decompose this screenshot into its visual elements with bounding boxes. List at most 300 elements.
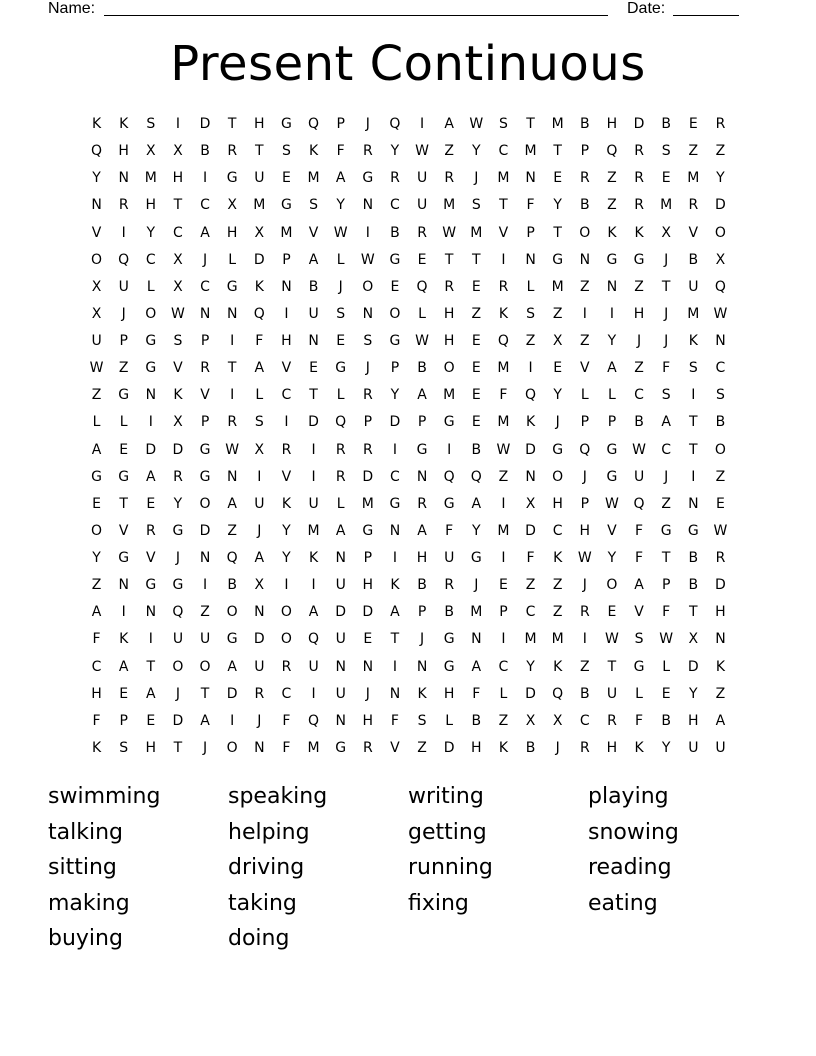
grid-letter[interactable]: R <box>417 224 427 241</box>
grid-letter[interactable]: C <box>552 522 563 539</box>
grid-letter[interactable]: H <box>362 712 374 729</box>
grid-letter[interactable]: J <box>474 170 479 187</box>
grid-letter[interactable]: O <box>579 224 591 241</box>
grid-letter[interactable]: G <box>606 468 618 485</box>
name-line[interactable] <box>104 15 608 16</box>
grid-letter[interactable]: C <box>498 658 509 675</box>
grid-letter[interactable]: I <box>202 170 208 187</box>
grid-letter[interactable]: D <box>226 685 238 702</box>
grid-letter[interactable]: E <box>119 441 129 458</box>
grid-letter[interactable]: U <box>308 495 319 512</box>
grid-letter[interactable]: Z <box>91 387 102 404</box>
grid-letter[interactable]: Z <box>417 739 427 756</box>
grid-letter[interactable]: H <box>633 305 645 322</box>
grid-letter[interactable]: P <box>417 414 427 431</box>
grid-letter[interactable]: J <box>664 305 669 322</box>
grid-letter[interactable]: C <box>634 387 644 404</box>
grid-letter[interactable]: T <box>499 197 508 214</box>
grid-letter[interactable]: N <box>254 604 265 621</box>
grid-letter[interactable]: U <box>254 658 265 675</box>
grid-letter[interactable]: I <box>501 550 506 566</box>
grid-letter[interactable]: B <box>200 143 210 160</box>
grid-letter[interactable]: J <box>664 468 669 485</box>
grid-letter[interactable]: M <box>687 170 700 187</box>
grid-letter[interactable]: Z <box>607 170 617 187</box>
grid-letter[interactable]: Z <box>498 468 509 485</box>
grid-letter[interactable]: I <box>230 387 235 404</box>
grid-letter[interactable]: R <box>200 360 210 377</box>
grid-letter[interactable]: E <box>471 360 481 377</box>
grid-letter[interactable]: J <box>582 468 587 485</box>
grid-letter[interactable]: Q <box>91 143 103 160</box>
grid-letter[interactable]: Z <box>200 604 210 621</box>
grid-letter[interactable]: D <box>253 631 265 648</box>
grid-letter[interactable]: Q <box>525 387 537 404</box>
grid-letter[interactable]: B <box>715 414 726 431</box>
grid-letter[interactable]: X <box>91 305 102 322</box>
grid-letter[interactable]: Y <box>607 550 617 566</box>
grid-letter[interactable]: N <box>199 305 211 322</box>
grid-letter[interactable]: L <box>146 278 155 295</box>
grid-letter[interactable]: U <box>444 550 455 566</box>
grid-letter[interactable]: H <box>443 333 455 349</box>
grid-letter[interactable]: S <box>471 197 481 214</box>
grid-letter[interactable]: J <box>582 577 587 594</box>
grid-letter[interactable]: I <box>392 658 397 675</box>
grid-letter[interactable]: A <box>91 604 102 621</box>
grid-letter[interactable]: K <box>688 333 698 349</box>
grid-letter[interactable]: U <box>91 333 102 349</box>
grid-letter[interactable]: Y <box>92 170 101 187</box>
grid-letter[interactable]: G <box>416 441 428 458</box>
grid-letter[interactable]: L <box>445 712 454 729</box>
grid-letter[interactable]: W <box>659 631 674 648</box>
grid-letter[interactable]: N <box>579 251 591 268</box>
grid-letter[interactable]: D <box>199 116 211 132</box>
grid-letter[interactable]: Q <box>633 495 645 512</box>
grid-letter[interactable]: S <box>498 116 508 132</box>
grid-letter[interactable]: Z <box>118 360 129 377</box>
grid-letter[interactable]: A <box>634 577 644 594</box>
grid-letter[interactable]: Z <box>607 197 617 214</box>
grid-letter[interactable]: A <box>91 441 102 458</box>
grid-letter[interactable]: G <box>335 739 347 756</box>
grid-letter[interactable]: J <box>555 414 560 431</box>
grid-letter[interactable]: K <box>173 387 183 404</box>
grid-letter[interactable]: G <box>470 550 482 566</box>
grid-letter[interactable]: L <box>526 278 535 295</box>
grid-letter[interactable]: J <box>555 739 560 756</box>
grid-letter[interactable]: P <box>200 333 210 349</box>
grid-letter[interactable]: L <box>635 685 643 702</box>
grid-letter[interactable]: H <box>145 197 157 214</box>
grid-letter[interactable]: F <box>526 197 535 214</box>
grid-letter[interactable]: E <box>92 495 101 512</box>
grid-letter[interactable]: E <box>309 360 318 377</box>
grid-letter[interactable]: A <box>471 658 482 675</box>
grid-letter[interactable]: I <box>121 224 126 241</box>
grid-letter[interactable]: B <box>661 116 671 132</box>
grid-letter[interactable]: P <box>607 414 617 431</box>
grid-letter[interactable]: I <box>501 631 506 648</box>
grid-letter[interactable]: F <box>635 522 644 539</box>
grid-letter[interactable]: F <box>92 712 101 729</box>
grid-letter[interactable]: Z <box>91 577 102 594</box>
grid-letter[interactable]: G <box>281 197 292 214</box>
grid-letter[interactable]: G <box>281 116 292 132</box>
grid-letter[interactable]: S <box>254 414 264 431</box>
grid-letter[interactable]: S <box>281 143 291 160</box>
grid-letter[interactable]: C <box>281 685 292 702</box>
grid-letter[interactable]: N <box>471 631 482 648</box>
grid-letter[interactable]: E <box>499 577 508 594</box>
grid-letter[interactable]: E <box>282 170 291 187</box>
grid-letter[interactable]: O <box>226 739 238 756</box>
grid-letter[interactable]: D <box>145 441 157 458</box>
grid-letter[interactable]: V <box>281 468 292 485</box>
grid-letter[interactable]: D <box>525 441 536 458</box>
grid-letter[interactable]: P <box>526 224 535 241</box>
grid-letter[interactable]: O <box>91 251 103 268</box>
grid-letter[interactable]: Z <box>552 305 563 322</box>
grid-letter[interactable]: O <box>280 631 292 648</box>
grid-letter[interactable]: S <box>119 739 129 756</box>
grid-letter[interactable]: Y <box>92 550 101 566</box>
grid-letter[interactable]: N <box>335 550 346 566</box>
grid-letter[interactable]: U <box>416 170 428 187</box>
grid-letter[interactable]: S <box>173 333 183 349</box>
grid-letter[interactable]: C <box>525 604 536 621</box>
grid-letter[interactable]: V <box>146 550 156 566</box>
grid-letter[interactable]: A <box>715 712 726 729</box>
grid-letter[interactable]: G <box>362 170 374 187</box>
grid-letter[interactable]: L <box>499 685 508 702</box>
grid-letter[interactable]: M <box>443 387 456 404</box>
grid-letter[interactable]: K <box>553 658 563 675</box>
grid-letter[interactable]: L <box>336 495 345 512</box>
grid-letter[interactable]: N <box>525 170 536 187</box>
grid-letter[interactable]: D <box>362 604 374 621</box>
grid-letter[interactable]: N <box>226 305 238 322</box>
grid-letter[interactable]: V <box>634 604 644 621</box>
grid-letter[interactable]: N <box>715 333 726 349</box>
grid-letter[interactable]: G <box>172 522 184 539</box>
grid-letter[interactable]: X <box>91 278 102 295</box>
grid-letter[interactable]: L <box>228 251 237 268</box>
grid-letter[interactable]: B <box>580 116 590 132</box>
grid-letter[interactable]: F <box>662 360 671 377</box>
grid-letter[interactable]: I <box>311 468 316 485</box>
grid-letter[interactable]: K <box>91 116 102 132</box>
grid-letter[interactable]: R <box>634 170 644 187</box>
grid-letter[interactable]: L <box>662 658 671 675</box>
grid-letter[interactable]: O <box>280 604 292 621</box>
grid-letter[interactable]: F <box>282 712 291 729</box>
grid-letter[interactable]: N <box>688 495 699 512</box>
grid-letter[interactable]: V <box>281 360 292 377</box>
grid-letter[interactable]: P <box>282 251 291 268</box>
grid-letter[interactable]: I <box>582 305 587 322</box>
grid-letter[interactable]: U <box>606 685 618 702</box>
grid-letter[interactable]: V <box>91 224 102 241</box>
grid-letter[interactable]: O <box>362 278 374 295</box>
grid-letter[interactable]: R <box>634 143 644 160</box>
grid-letter[interactable]: R <box>118 197 129 214</box>
grid-letter[interactable]: A <box>254 360 265 377</box>
grid-letter[interactable]: Y <box>553 197 562 214</box>
grid-letter[interactable]: C <box>173 224 183 241</box>
grid-letter[interactable]: G <box>443 414 455 431</box>
grid-letter[interactable]: T <box>472 251 481 268</box>
grid-letter[interactable]: X <box>688 631 699 648</box>
grid-letter[interactable]: C <box>281 387 292 404</box>
grid-letter[interactable]: J <box>419 631 425 648</box>
grid-letter[interactable]: W <box>442 224 457 241</box>
grid-letter[interactable]: R <box>362 739 373 756</box>
grid-letter[interactable]: B <box>390 224 400 241</box>
grid-letter[interactable]: A <box>200 712 210 729</box>
grid-letter[interactable]: F <box>635 712 644 729</box>
date-line[interactable] <box>673 15 739 16</box>
grid-letter[interactable]: D <box>308 414 319 431</box>
grid-letter[interactable]: O <box>714 441 726 458</box>
grid-letter[interactable]: R <box>579 170 590 187</box>
grid-letter[interactable]: X <box>552 712 563 729</box>
grid-letter[interactable]: D <box>172 712 184 729</box>
grid-letter[interactable]: N <box>281 278 292 295</box>
grid-letter[interactable]: S <box>661 387 671 404</box>
grid-letter[interactable]: P <box>499 604 508 621</box>
grid-letter[interactable]: T <box>146 658 156 675</box>
grid-letter[interactable]: M <box>470 224 483 241</box>
grid-letter[interactable]: L <box>255 387 264 404</box>
grid-letter[interactable]: J <box>175 685 180 702</box>
grid-letter[interactable]: R <box>607 712 617 729</box>
grid-letter[interactable]: H <box>715 604 726 621</box>
grid-letter[interactable]: Y <box>607 333 617 349</box>
grid-letter[interactable]: O <box>226 604 238 621</box>
grid-letter[interactable]: Z <box>688 143 699 160</box>
grid-letter[interactable]: G <box>199 468 211 485</box>
grid-letter[interactable]: W <box>225 441 240 458</box>
grid-letter[interactable]: H <box>443 305 455 322</box>
grid-letter[interactable]: V <box>200 387 210 404</box>
grid-letter[interactable]: G <box>118 468 130 485</box>
grid-letter[interactable]: G <box>389 333 401 349</box>
grid-letter[interactable]: J <box>202 739 208 756</box>
grid-letter[interactable]: U <box>118 278 129 295</box>
grid-letter[interactable]: G <box>443 495 455 512</box>
grid-letter[interactable]: T <box>227 360 237 377</box>
grid-letter[interactable]: M <box>524 631 537 648</box>
grid-letter[interactable]: Z <box>715 685 726 702</box>
grid-letter[interactable]: K <box>553 550 563 566</box>
grid-letter[interactable]: D <box>253 251 265 268</box>
grid-letter[interactable]: D <box>715 577 726 594</box>
grid-letter[interactable]: U <box>335 631 346 648</box>
grid-letter[interactable]: J <box>636 333 642 349</box>
grid-letter[interactable]: E <box>336 333 346 349</box>
grid-letter[interactable]: U <box>172 631 184 648</box>
grid-letter[interactable]: M <box>497 360 510 377</box>
grid-letter[interactable]: N <box>91 197 102 214</box>
grid-letter[interactable]: A <box>200 224 210 241</box>
grid-letter[interactable]: G <box>118 387 130 404</box>
grid-letter[interactable]: X <box>254 224 265 241</box>
grid-letter[interactable]: P <box>363 414 373 431</box>
grid-letter[interactable]: V <box>390 739 400 756</box>
grid-letter[interactable]: U <box>688 278 699 295</box>
grid-letter[interactable]: V <box>580 360 590 377</box>
grid-letter[interactable]: H <box>443 685 455 702</box>
grid-letter[interactable]: K <box>634 224 644 241</box>
grid-letter[interactable]: E <box>471 387 481 404</box>
grid-letter[interactable]: V <box>688 224 699 241</box>
grid-letter[interactable]: G <box>118 550 130 566</box>
grid-letter[interactable]: X <box>173 143 183 160</box>
grid-letter[interactable]: D <box>199 522 211 539</box>
grid-letter[interactable]: O <box>91 522 103 539</box>
grid-letter[interactable]: I <box>447 441 452 458</box>
grid-letter[interactable]: E <box>553 170 563 187</box>
grid-letter[interactable]: E <box>471 333 481 349</box>
grid-letter[interactable]: H <box>172 170 184 187</box>
grid-letter[interactable]: T <box>661 550 671 566</box>
grid-letter[interactable]: W <box>89 360 104 377</box>
grid-letter[interactable]: H <box>118 143 129 160</box>
grid-letter[interactable]: K <box>281 495 292 512</box>
grid-letter[interactable]: P <box>336 116 345 132</box>
grid-letter[interactable]: Q <box>118 251 130 268</box>
grid-letter[interactable]: Q <box>308 712 320 729</box>
grid-letter[interactable]: B <box>661 712 671 729</box>
grid-letter[interactable]: E <box>363 631 373 648</box>
grid-letter[interactable]: G <box>606 441 618 458</box>
grid-letter[interactable]: U <box>688 739 699 756</box>
grid-letter[interactable]: A <box>146 685 156 702</box>
grid-letter[interactable]: I <box>284 577 289 594</box>
grid-letter[interactable]: Q <box>172 604 184 621</box>
grid-letter[interactable]: T <box>689 414 698 431</box>
grid-letter[interactable]: D <box>389 414 401 431</box>
grid-letter[interactable]: K <box>715 658 726 675</box>
grid-letter[interactable]: O <box>172 658 184 675</box>
grid-letter[interactable]: J <box>338 278 343 295</box>
grid-letter[interactable]: E <box>553 360 563 377</box>
grid-letter[interactable]: P <box>119 333 128 349</box>
grid-letter[interactable]: J <box>257 522 262 539</box>
grid-letter[interactable]: N <box>525 468 536 485</box>
grid-letter[interactable]: E <box>417 251 427 268</box>
grid-letter[interactable]: M <box>551 631 564 648</box>
grid-letter[interactable]: U <box>715 739 726 756</box>
grid-letter[interactable]: M <box>497 170 510 187</box>
grid-letter[interactable]: H <box>281 333 292 349</box>
grid-letter[interactable]: G <box>226 631 238 648</box>
grid-letter[interactable]: B <box>580 685 590 702</box>
grid-letter[interactable]: N <box>199 550 211 566</box>
grid-letter[interactable]: Y <box>472 143 481 160</box>
grid-letter[interactable]: B <box>471 712 482 729</box>
grid-letter[interactable]: M <box>551 278 564 295</box>
grid-letter[interactable]: P <box>363 550 373 566</box>
grid-letter[interactable]: Z <box>444 143 454 160</box>
grid-letter[interactable]: N <box>145 387 157 404</box>
grid-letter[interactable]: Y <box>390 143 400 160</box>
grid-letter[interactable]: S <box>661 143 671 160</box>
grid-letter[interactable]: W <box>605 495 619 512</box>
grid-letter[interactable]: I <box>582 631 587 648</box>
grid-letter[interactable]: K <box>498 305 509 322</box>
grid-letter[interactable]: T <box>553 224 562 241</box>
grid-letter[interactable]: K <box>308 550 319 566</box>
grid-letter[interactable]: K <box>417 685 427 702</box>
grid-letter[interactable]: Q <box>308 631 320 648</box>
grid-letter[interactable]: D <box>362 468 374 485</box>
grid-letter[interactable]: U <box>416 197 428 214</box>
grid-letter[interactable]: G <box>633 251 645 268</box>
grid-letter[interactable]: A <box>335 522 346 539</box>
grid-letter[interactable]: E <box>471 414 481 431</box>
grid-letter[interactable]: I <box>501 495 506 512</box>
grid-letter[interactable]: R <box>444 170 455 187</box>
grid-letter[interactable]: H <box>254 116 265 132</box>
grid-letter[interactable]: G <box>172 577 184 594</box>
grid-letter[interactable]: T <box>607 658 617 675</box>
grid-letter[interactable]: H <box>226 224 238 241</box>
grid-letter[interactable]: H <box>606 116 618 132</box>
grid-letter[interactable]: A <box>335 170 346 187</box>
grid-letter[interactable]: O <box>199 658 211 675</box>
grid-letter[interactable]: F <box>445 522 454 539</box>
grid-letter[interactable]: D <box>525 522 536 539</box>
grid-letter[interactable]: G <box>145 333 157 349</box>
grid-letter[interactable]: T <box>689 604 698 621</box>
grid-letter[interactable]: G <box>362 522 374 539</box>
grid-letter[interactable]: T <box>227 116 237 132</box>
grid-letter[interactable]: T <box>661 278 671 295</box>
grid-letter[interactable]: F <box>499 387 508 404</box>
grid-letter[interactable]: G <box>145 360 157 377</box>
grid-letter[interactable]: J <box>202 251 208 268</box>
grid-letter[interactable]: R <box>688 197 699 214</box>
grid-letter[interactable]: G <box>226 278 238 295</box>
grid-letter[interactable]: C <box>200 197 210 214</box>
grid-letter[interactable]: I <box>284 305 289 322</box>
grid-letter[interactable]: R <box>254 685 265 702</box>
grid-letter[interactable]: I <box>311 441 316 458</box>
grid-letter[interactable]: R <box>145 522 156 539</box>
grid-letter[interactable]: N <box>335 658 346 675</box>
grid-letter[interactable]: M <box>307 522 320 539</box>
grid-letter[interactable]: U <box>335 577 346 594</box>
grid-letter[interactable]: X <box>173 278 183 295</box>
grid-letter[interactable]: G <box>443 658 455 675</box>
grid-letter[interactable]: G <box>91 468 102 485</box>
grid-letter[interactable]: I <box>148 414 153 431</box>
grid-letter[interactable]: G <box>687 522 699 539</box>
grid-letter[interactable]: I <box>257 468 262 485</box>
grid-letter[interactable]: Z <box>227 522 237 539</box>
grid-letter[interactable]: Z <box>552 604 563 621</box>
grid-letter[interactable]: Q <box>470 468 482 485</box>
grid-letter[interactable]: I <box>175 116 180 132</box>
grid-letter[interactable]: A <box>227 495 237 512</box>
grid-letter[interactable]: D <box>335 604 347 621</box>
grid-letter[interactable]: Q <box>714 278 726 295</box>
grid-letter[interactable]: A <box>308 604 319 621</box>
grid-letter[interactable]: A <box>146 468 156 485</box>
